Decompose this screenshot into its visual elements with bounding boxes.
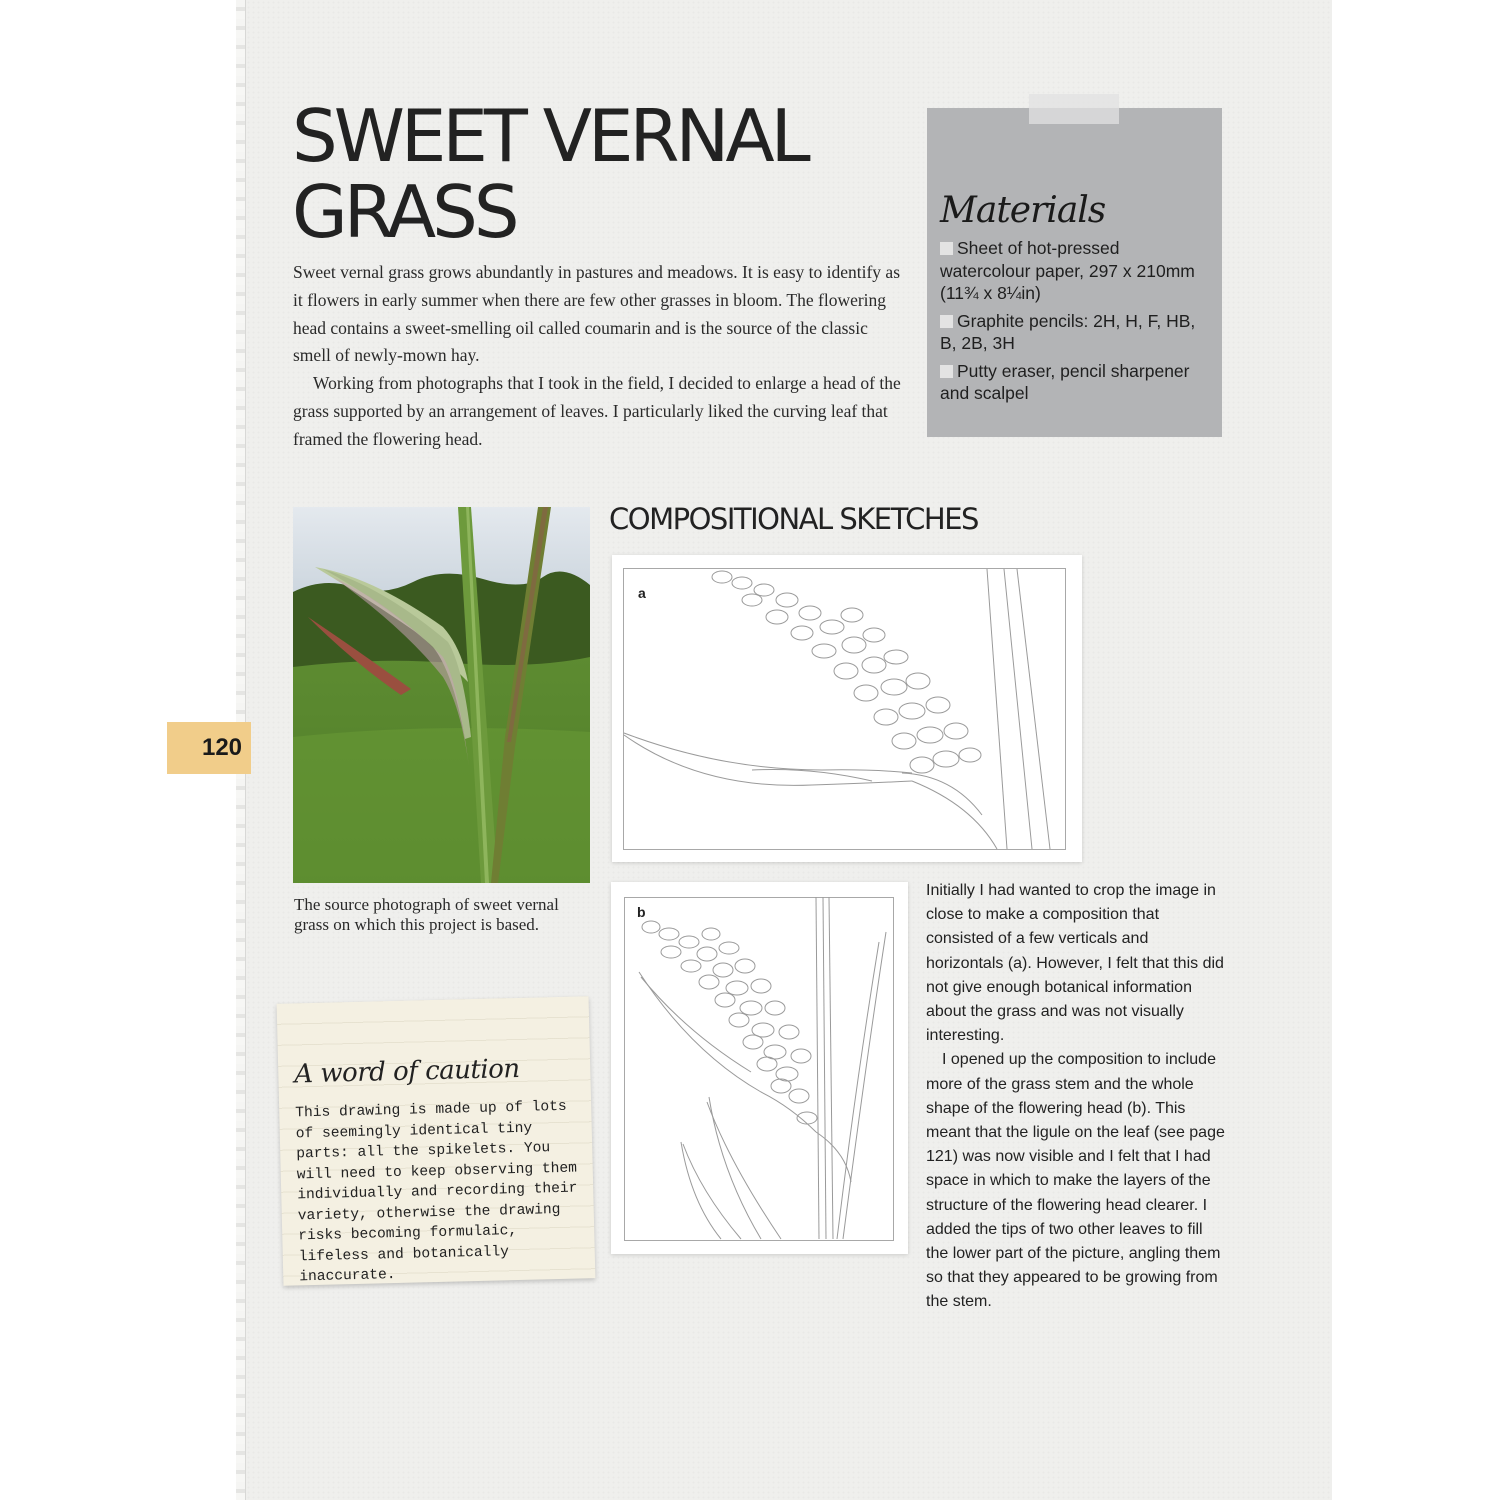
body-paragraph-1: Initially I had wanted to crop the image in close to make a composition that consisted of a few verticals and horizontals (a). However, I felt that this did not give enough botanical information about the grass and was not visually interesting. (926, 882, 1224, 1045)
sketch-label-b: b (637, 904, 646, 920)
materials-heading: Materials (940, 190, 1106, 231)
photo-caption: The source photograph of sweet vernal grass on which this project is based. (294, 895, 559, 934)
page-title (292, 94, 807, 254)
materials-item: Graphite pencils: 2H, H, F, HB, B, 2B, 3H (940, 310, 1196, 353)
page-number: 120 (201, 734, 243, 761)
sketch-a-drawing (612, 555, 1082, 862)
materials-panel (927, 108, 1222, 437)
body-paragraph-2: I opened up the composition to include more of the grass stem and the whole shape of the flowering head (b). This meant that the ligule on the leaf (see page 121) was now visible and I felt that I had space in which to make the layers of the structure of the flowering head clearer. I added the tips of two other leaves to fill the lower part of the picture, angling them so that they appeared to be growing from the stem. (926, 1051, 1225, 1311)
materials-item: Putty eraser, pencil sharpener and scalpel (940, 360, 1190, 403)
sketch-b (611, 882, 908, 1254)
caution-text: This drawing is made up of lots of seemingly identical tiny parts: all the spikelets. You will need to keep observing them individually and recording their variety, otherwise the drawing risks becoming formulaic, lifeless and botanically inaccurate. (295, 1098, 578, 1286)
page-title-line-2: GRASS (292, 170, 516, 254)
page-title-line-1: SWEET VERNAL (292, 94, 807, 178)
sketch-label-a: a (638, 585, 646, 601)
materials-item: Sheet of hot-pressed watercolour paper, 297 x 210mm (11¾ x 8¼in) (940, 238, 1195, 303)
intro-paragraph-2: Working from photographs that I took in the field, I decided to enlarge a head of the grass supported by an arrangement of leaves. I particularly liked the curving leaf that framed the flowering head. (293, 373, 901, 449)
intro-text (293, 259, 905, 454)
bullet-box-icon (940, 242, 953, 255)
materials-list (940, 237, 1210, 405)
caution-heading: A word of caution (293, 1053, 520, 1090)
source-photograph (293, 507, 590, 883)
caution-note (277, 996, 596, 1286)
body-text (926, 879, 1226, 1315)
sketches-heading: COMPOSITIONAL SKETCHES (609, 502, 978, 536)
tape-strip (1029, 94, 1119, 124)
intro-paragraph-1: Sweet vernal grass grows abundantly in pastures and meadows. It is easy to identify as it flowers in early summer when there are few other grasses in bloom. The flowering head contains a sweet-smelling oil called coumarin and is the source of the classic smell of newly-mown hay. (293, 262, 901, 366)
bullet-box-icon (940, 315, 953, 328)
page-number-tab (167, 722, 251, 774)
grass-photo-illustration (293, 507, 590, 883)
bullet-box-icon (940, 365, 953, 378)
sketch-a (612, 555, 1082, 862)
sketch-b-drawing (611, 882, 908, 1254)
